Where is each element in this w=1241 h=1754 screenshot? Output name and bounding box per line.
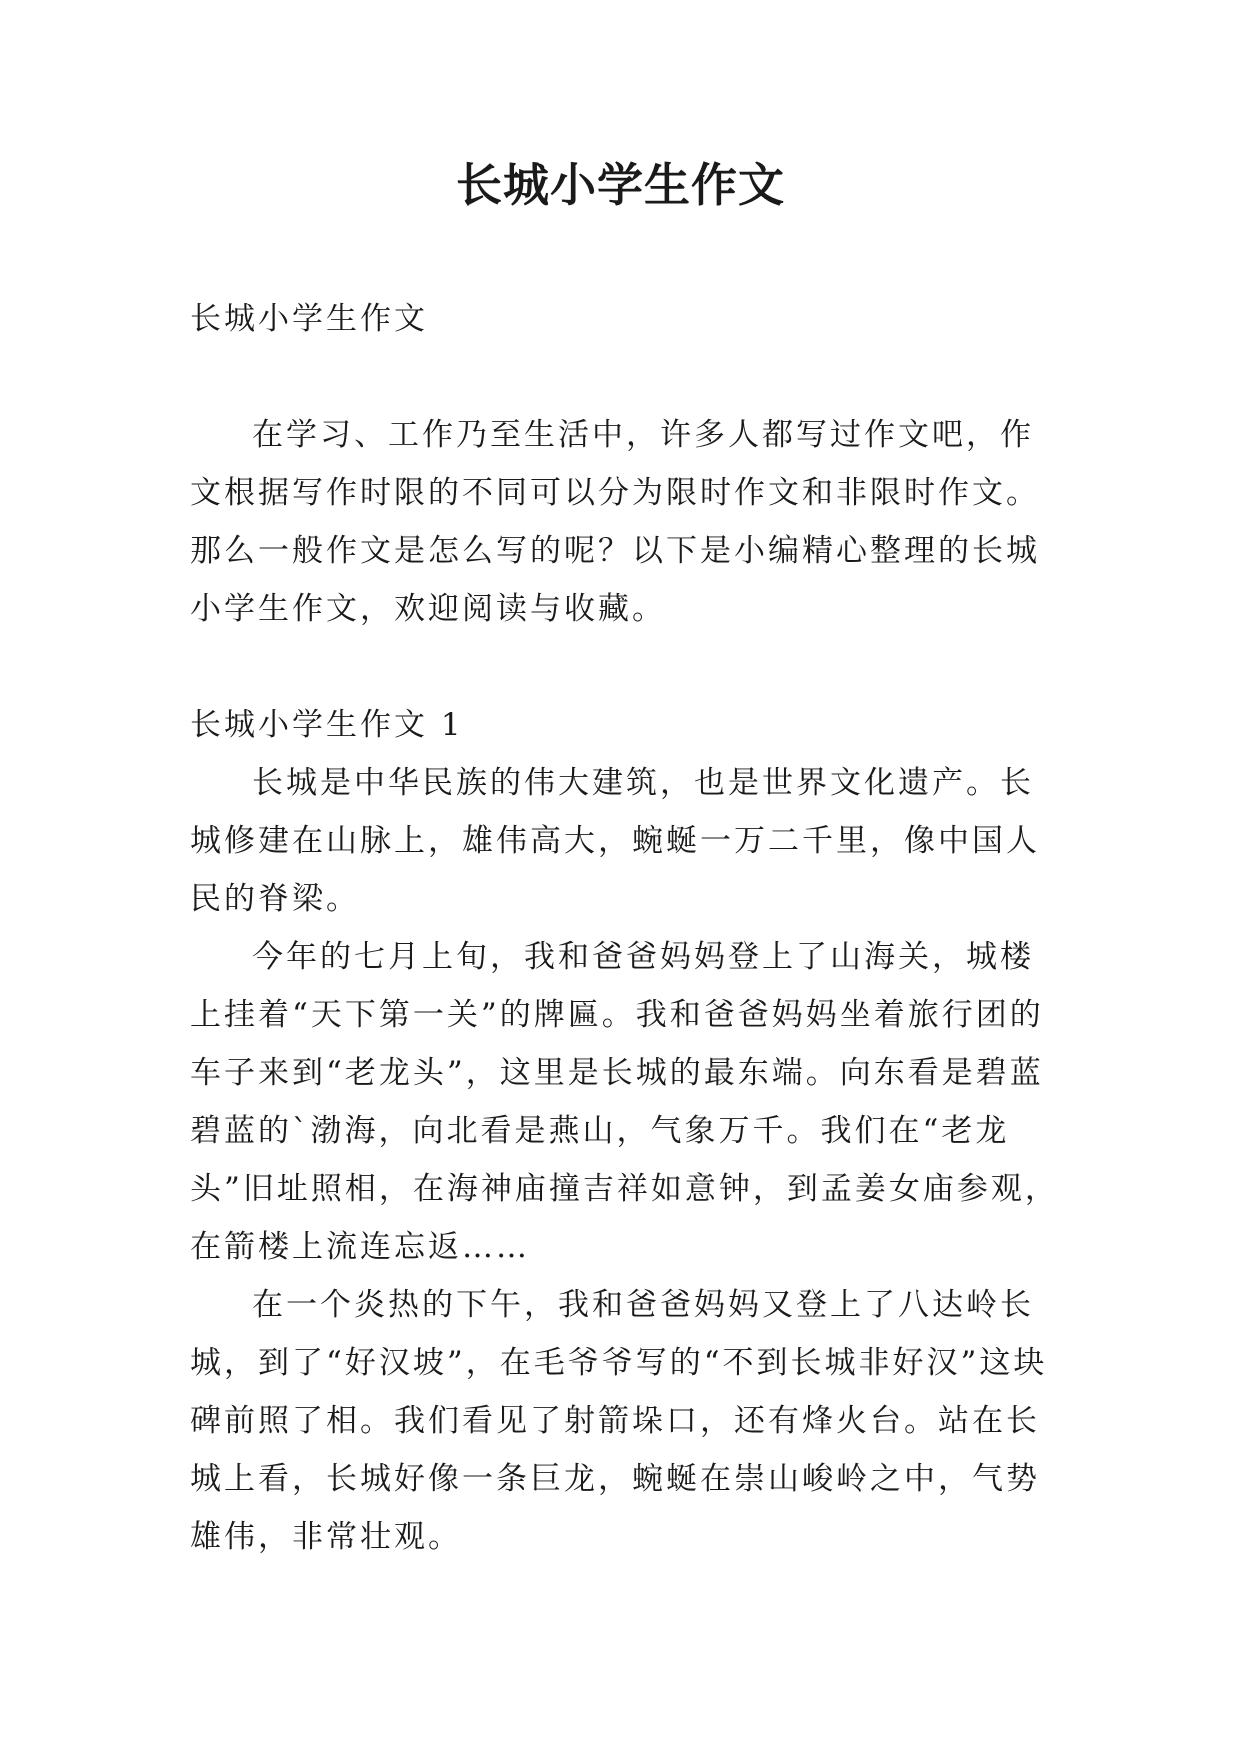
body-paragraph-2: 今年的七月上旬，我和爸爸妈妈登上了山海关，城楼上挂着“天下第一关”的牌匾。我和爸爸妈妈坐着旅行团的车子来到“老龙头”，这里是长城的最东端。向东看是碧蓝碧蓝的`渤海，向北看是燕山，气象万千。我们在“老龙头”旧址照相，在海神庙撞吉祥如意钟，到孟姜女庙参观，在箭楼上流连忘返…… — [190, 939, 1059, 1265]
body-paragraph-1: 长城是中华民族的伟大建筑，也是世界文化遗产。长城修建在山脉上，雄伟高大，蜿蜒一万二千里，像中国人民的脊梁。 — [190, 765, 1040, 917]
document-subtitle: 长城小学生作文 — [190, 301, 428, 337]
intro-paragraph: 在学习、工作乃至生活中，许多人都写过作文吧，作文根据写作时限的不同可以分为限时作文和非限时作文。那么一般作文是怎么写的呢？以下是小编精心整理的长城小学生作文，欢迎阅读与收藏。 — [190, 417, 1040, 627]
document-body — [190, 290, 1060, 1566]
section-heading: 长城小学生作文 1 — [190, 707, 464, 743]
body-paragraph-3: 在一个炎热的下午，我和爸爸妈妈又登上了八达岭长城，到了“好汉坡”，在毛爷爷写的“不到长城非好汉”这块碑前照了相。我们看见了射箭垛口，还有烽火台。站在长城上看，长城好像一条巨龙，蜿蜒在崇山峻岭之中，气势雄伟，非常壮观。 — [190, 1287, 1048, 1555]
document-title: 长城小学生作文 — [456, 158, 785, 212]
